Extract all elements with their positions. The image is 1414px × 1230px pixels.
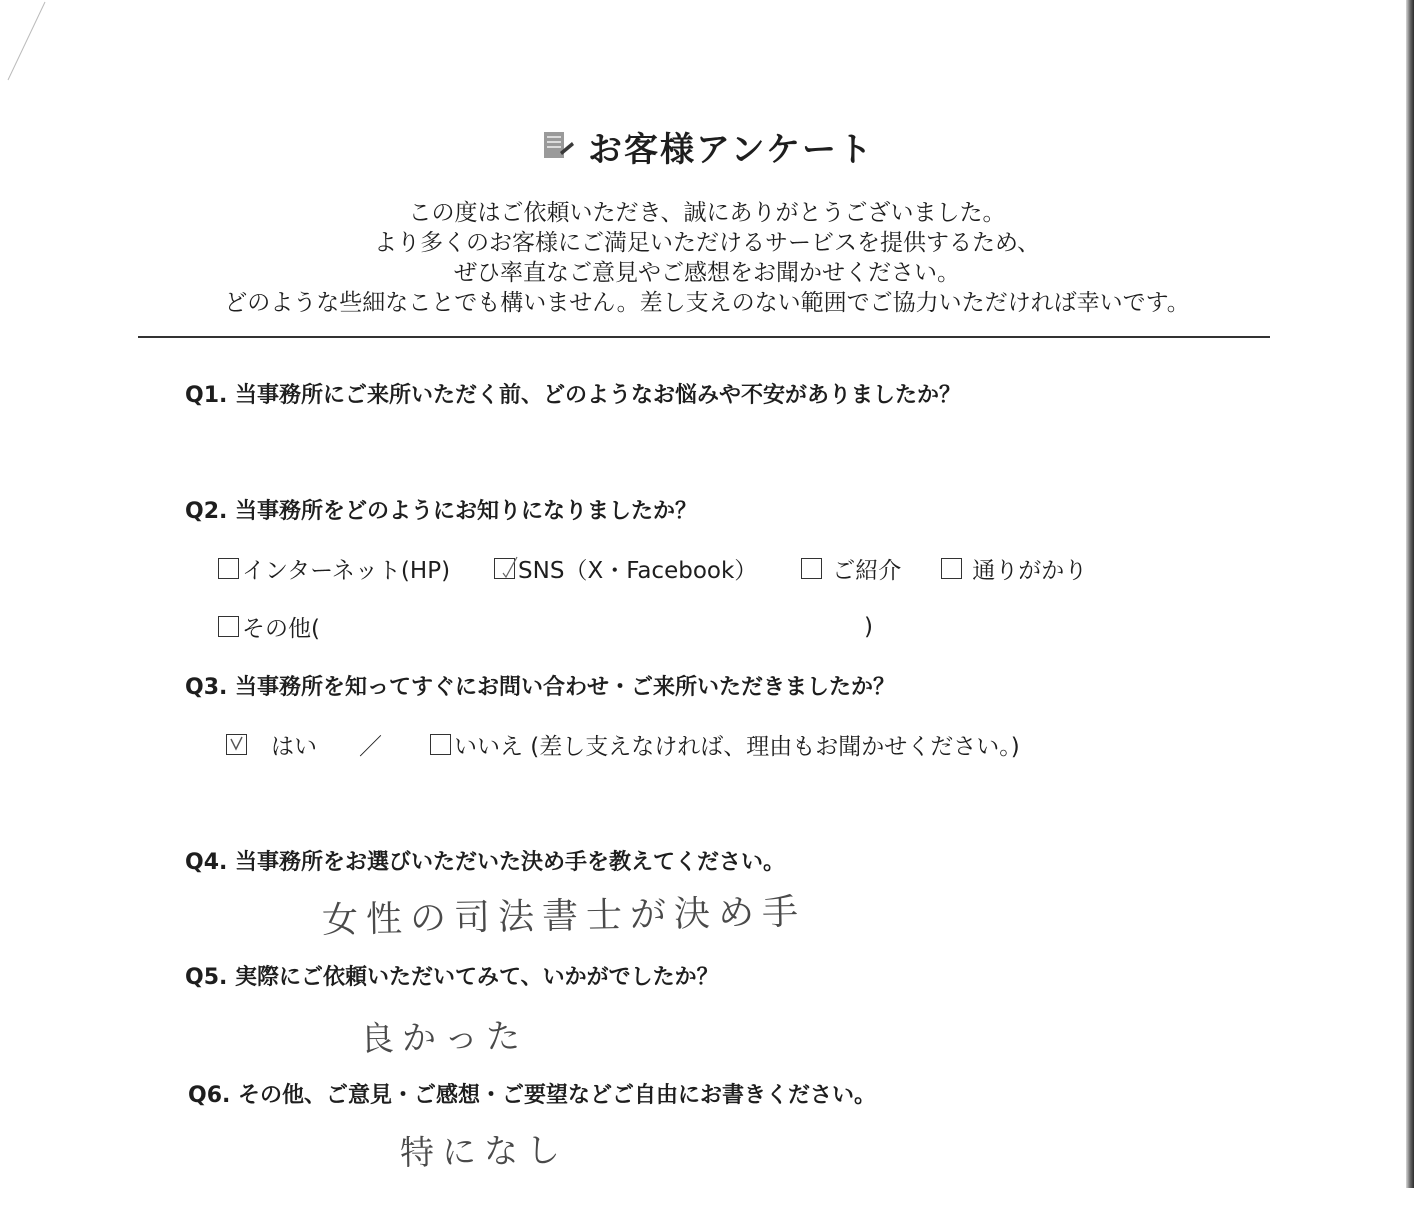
separator: ／ xyxy=(359,734,382,760)
q3-option-yes[interactable] xyxy=(226,728,317,761)
q6-handwritten-answer: 特になし xyxy=(399,1130,569,1174)
option-label: ご紹介 xyxy=(832,558,902,584)
q6-question: Q6. その他、ご意見・ご感想・ご要望などご自由にお書きください。 xyxy=(188,1083,877,1108)
intro-line: ぜひ率直なご意見やご感想をお聞かせください。 xyxy=(454,260,960,286)
checkbox[interactable] xyxy=(218,558,239,579)
scan-artifact xyxy=(0,0,60,90)
header xyxy=(0,122,1414,171)
option-label: 通りがかり xyxy=(972,558,1088,584)
other-close: ) xyxy=(863,613,873,640)
q3-question: Q3. 当事務所を知ってすぐにお問い合わせ・ご来所いただきましたか？ xyxy=(185,675,896,700)
other-label: その他( xyxy=(242,616,320,642)
checkbox[interactable] xyxy=(801,558,822,579)
checkbox-checked[interactable] xyxy=(226,734,247,755)
scan-edge xyxy=(1406,0,1414,1188)
check-mark-icon xyxy=(493,555,521,585)
q5-handwritten-answer: 良かった xyxy=(359,1016,529,1060)
q2-option-sns[interactable] xyxy=(494,552,757,585)
q2-question: Q2. 当事務所をどのようにお知りになりましたか？ xyxy=(185,499,698,524)
q1-question: Q1. 当事務所にご来所いただく前、どのようなお悩みや不安がありましたか？ xyxy=(185,383,962,408)
q4-question: Q4. 当事務所をお選びいただいた決め手を教えてください。 xyxy=(185,850,786,875)
option-label: はい xyxy=(271,734,317,760)
intro-line: この度はご依頼いただき、誠にありがとうございました。 xyxy=(408,200,1006,226)
check-mark-icon xyxy=(225,731,249,755)
q2-other[interactable] xyxy=(218,610,873,643)
q4-handwritten-answer: 女性の司法書士が決め手 xyxy=(321,891,807,942)
q3-options xyxy=(226,728,1020,761)
q3-option-no[interactable] xyxy=(430,728,1020,761)
option-label: インターネット(HP) xyxy=(242,558,451,584)
q2-option-referral[interactable] xyxy=(801,552,901,585)
checkbox-checked[interactable] xyxy=(494,558,515,579)
q2-option-walkby[interactable] xyxy=(941,552,1087,585)
option-label: SNS（X・Facebook） xyxy=(518,558,758,584)
intro-line: より多くのお客様にご満足いただけるサービスを提供するため、 xyxy=(373,230,1041,256)
q2-options xyxy=(218,552,1087,585)
divider xyxy=(138,336,1270,338)
intro-text xyxy=(0,198,1414,318)
page-title: お客様アンケート xyxy=(588,130,874,170)
q2-option-internet[interactable] xyxy=(218,552,450,585)
document-icon xyxy=(540,128,574,166)
checkbox[interactable] xyxy=(218,616,239,637)
option-label: いいえ (差し支えなければ、理由もお聞かせください。) xyxy=(454,734,1020,760)
intro-line: どのような些細なことでも構いません。差し支えのない範囲でご協力いただければ幸いです。 xyxy=(224,290,1190,316)
q5-question: Q5. 実際にご依頼いただいてみて、いかがでしたか？ xyxy=(185,965,719,990)
checkbox[interactable] xyxy=(941,558,962,579)
checkbox[interactable] xyxy=(430,734,451,755)
